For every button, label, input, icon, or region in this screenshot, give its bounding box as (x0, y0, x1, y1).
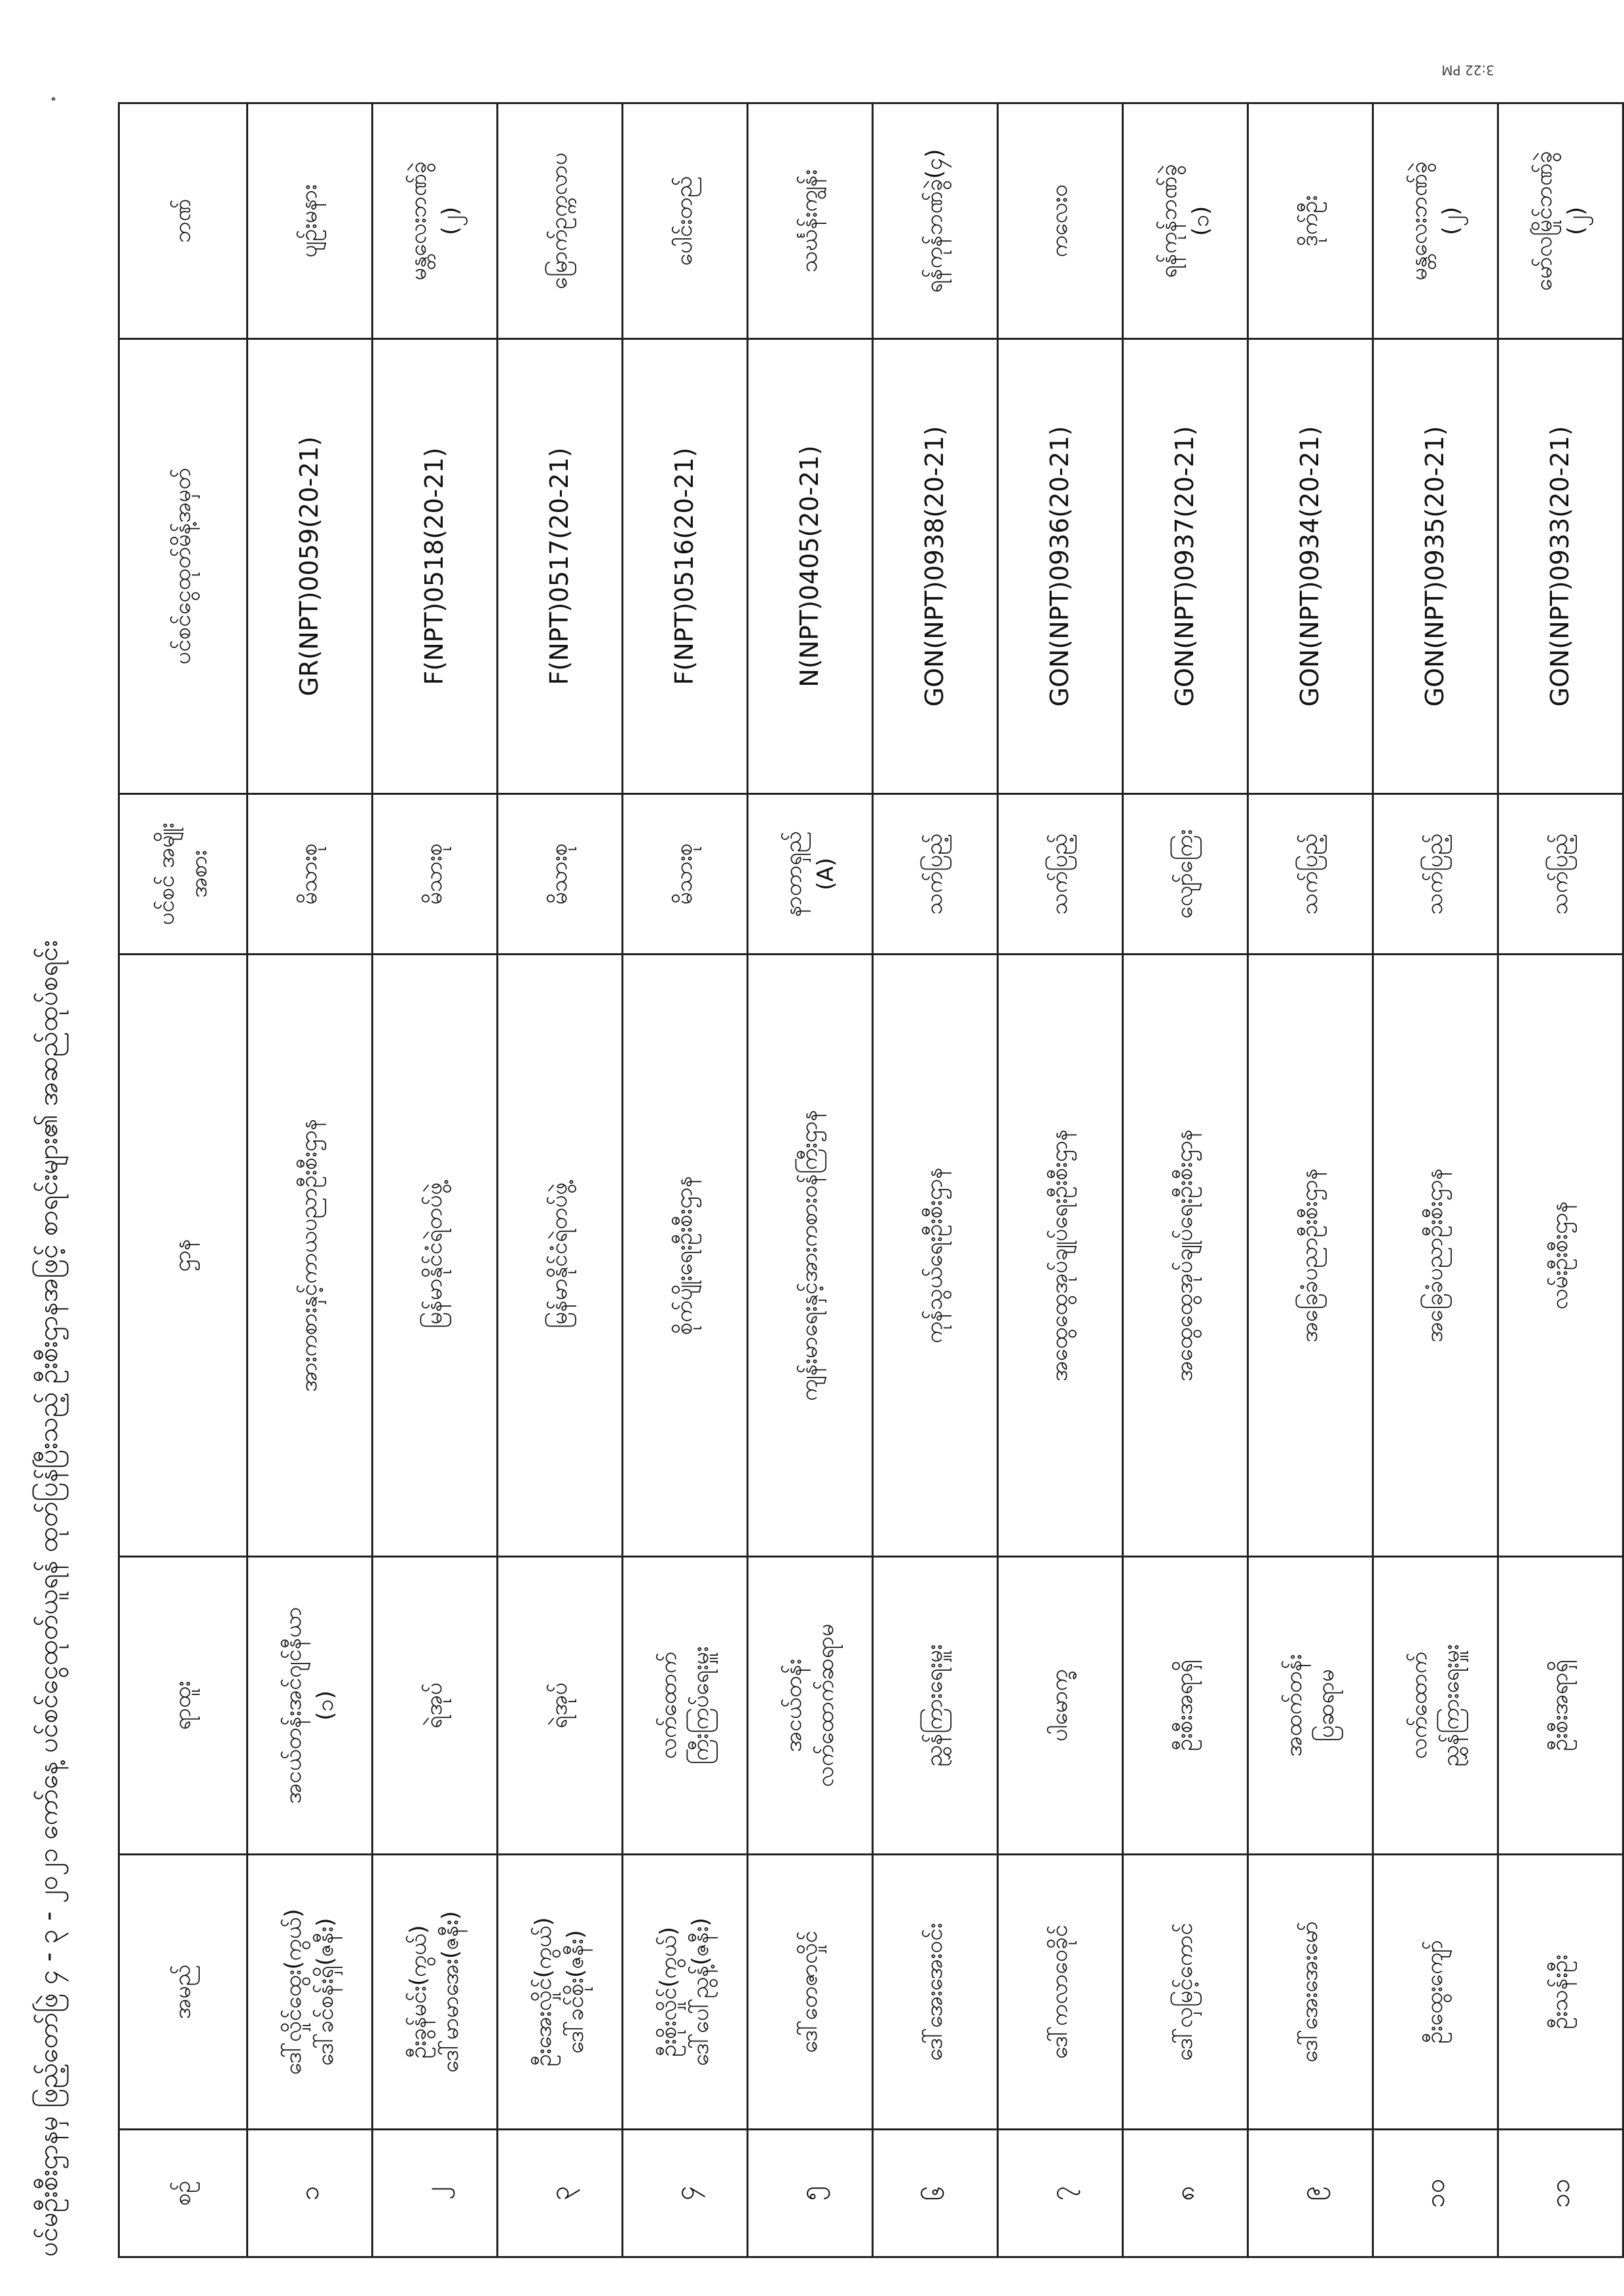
cell-name-line: ဦးထွေးကျော် (1422, 1940, 1449, 2044)
cell-bank-line: (၂) (1563, 206, 1589, 236)
cell-pension-type (748, 794, 873, 955)
header-order-number: ပင်စင်ငွေထုတ်မိန့်အမှတ် (119, 339, 248, 794)
cell-name-line: ဦးအေးလှိုင်(ကွယ်) (530, 1917, 557, 2067)
pension-table (118, 102, 1624, 2258)
cell-order-number: N(NPT)0405(20-21) (748, 339, 873, 794)
cell-no: ၄ (623, 2130, 748, 2257)
cell-bank-line: (၂) (437, 206, 464, 236)
cell-rank-line: ရဲအုပ် (546, 1682, 573, 1729)
table-row (998, 103, 1123, 2257)
cell-bank (1373, 103, 1498, 339)
cell-no: ၈ (1123, 2130, 1248, 2257)
cell-department (1498, 955, 1623, 1557)
header-no: စဉ် (119, 2130, 248, 2257)
cell-pension-type (623, 794, 748, 955)
cell-order-number: F(NPT)0518(20-21) (373, 339, 498, 794)
cell-pension-type (1123, 794, 1248, 955)
cell-department-line: အခြေခံပညာဦးစီးဌာန (1422, 1168, 1449, 1343)
cell-bank-line: မြောက်ဥက္ကလာပ (546, 153, 573, 289)
cell-no: ၃ (498, 2130, 623, 2257)
header-pension-type: ပင်စင် အမျိုးအစား (119, 794, 248, 955)
cell-name (498, 1855, 623, 2130)
cell-name-line: ဒေါ်လှိုင်ထွေး(ကွယ်) (280, 1908, 306, 2075)
table-header-row (119, 103, 248, 2257)
cell-pension-type-line: နာတာရှည် (780, 831, 807, 917)
cell-department (498, 955, 623, 1557)
cell-pension-type-line: သက်ပြည့် (1297, 833, 1323, 915)
cell-name (873, 1855, 998, 2130)
cell-rank (248, 1557, 373, 1855)
cell-rank-line: ညွှန်ကြားရေးမှူး (921, 1644, 948, 1767)
cell-pension-type (1248, 794, 1373, 955)
cell-no: ၂ (373, 2130, 498, 2257)
header-bank: ဘဏ် (119, 103, 248, 339)
cell-bank (1498, 103, 1623, 339)
cell-order-number: GON(NPT)0937(20-21) (1123, 339, 1248, 794)
cell-department (1123, 955, 1248, 1557)
table-row (498, 103, 623, 2257)
cell-department (998, 955, 1123, 1557)
cell-rank-line: ညွှန်ကြားရေးမှူး (1438, 1644, 1464, 1767)
cell-pension-type-line: မိသားစု (671, 843, 698, 905)
cell-pension-type-line: လျော်ကြေး (1172, 829, 1198, 919)
cell-pension-type (998, 794, 1123, 955)
cell-pension-type-line: သက်ပြည့် (1422, 833, 1449, 915)
cell-rank-line: လက်ထောက် (1405, 1652, 1432, 1759)
cell-no: ၁ (248, 2130, 373, 2257)
cell-department (873, 955, 998, 1557)
cell-no: ၁၁ (1498, 2130, 1623, 2257)
cell-rank-line: အငယ်တန်းအင်ဂျင်နီယာ (280, 1607, 306, 1804)
cell-bank (1248, 103, 1373, 339)
cell-order-number: GON(NPT)0933(20-21) (1498, 339, 1623, 794)
cell-pension-type-line: သက်ပြည့် (921, 833, 948, 915)
cell-name-line: ဒေါ်မာမာအေး(ဇနီး) (437, 1911, 464, 2073)
cell-department-line: အထွေထွေအုပ်ချုပ်ရေးဦးစီးဌာန (1172, 1129, 1198, 1382)
table-row (1123, 103, 1248, 2257)
table-row (748, 103, 873, 2257)
cell-name-line: ဦးသန်းဦး (1547, 1954, 1574, 2030)
cell-name-line: ဒေါ်ခင်စိုး(ဇနီး) (563, 1930, 589, 2054)
cell-pension-type (1498, 794, 1623, 955)
cell-bank-line: (၁) (1188, 206, 1214, 236)
cell-rank (1123, 1557, 1248, 1855)
cell-bank-line: မန္တလေးဘဏ်ခွဲ (405, 161, 432, 281)
cell-pension-type-line: သက်ပြည့် (1547, 833, 1574, 915)
cell-bank-line: (၂) (1438, 206, 1464, 236)
cell-department (748, 955, 873, 1557)
table-row (623, 103, 748, 2257)
header-name: အမည် (119, 1855, 248, 2130)
cell-pension-type-line: မိသားစု (421, 843, 448, 905)
cell-name-line: ဦးစိုးလှိုင်(ကွယ်) (655, 1927, 682, 2057)
cell-name (373, 1855, 498, 2130)
cell-name (1123, 1855, 1248, 2130)
cell-bank (248, 103, 373, 339)
cell-order-number: GON(NPT)0935(20-21) (1373, 339, 1498, 794)
cell-bank-line: ရန်ကုန်ဘဏ်ခွဲ (1155, 164, 1182, 278)
cell-no: ၅ (748, 2130, 873, 2257)
cell-department-line: အခြေခံပညာဦးစီးဌာန (1297, 1168, 1323, 1343)
cell-order-number: GON(NPT)0934(20-21) (1248, 339, 1373, 794)
cell-department-line: ကုန်သွယ်ရေးဦးစီးဌာန (921, 1167, 948, 1344)
cell-bank-line: ပေါင်းတည် (671, 175, 698, 266)
cell-no: ၁၀ (1373, 2130, 1498, 2257)
cell-order-number: GON(NPT)0938(20-21) (873, 339, 998, 794)
table-row (373, 103, 498, 2257)
cell-rank-line: လက်ထောက်ဆရာမ (813, 1624, 839, 1787)
cell-rank-line: ရဲအုပ် (421, 1682, 448, 1729)
cell-rank (373, 1557, 498, 1855)
cell-bank-line: မန္တလေးဘဏ်ခွဲ (1405, 161, 1432, 281)
cell-bank (373, 103, 498, 339)
cell-name-line: ဦးခွန်မင်း(ကွယ်) (405, 1925, 432, 2059)
cell-pension-type-line: မိသားစု (546, 843, 573, 905)
cell-department-line: အထွေထွေအုပ်ချုပ်ရေးဦးစီးဌာန (1046, 1129, 1073, 1382)
cell-rank-line: ဦးစီးအရာရှိ (1547, 1660, 1574, 1751)
cell-bank-line: ကလေးဝ (1046, 184, 1073, 258)
cell-department (1373, 955, 1498, 1557)
cell-department-line: မြန်မာနိုင်ငံရဲတပ်ဖွဲ့ (546, 1182, 573, 1328)
cell-bank (748, 103, 873, 339)
cell-no: ၉ (1248, 2130, 1373, 2257)
cell-bank-line: ရန်ကုန်ဘဏ်ခွဲ(၄) (921, 149, 948, 293)
cell-rank (1248, 1557, 1373, 1855)
cell-rank (748, 1557, 873, 1855)
cell-bank (998, 103, 1123, 339)
cell-department-line: စိုက်ပျိုးရေးဦးစီးဌာန (671, 1176, 698, 1335)
cell-department-line: လမ်းဦးစီးဌာန (1547, 1201, 1574, 1310)
cell-rank-line: အငယ်တန်း (780, 1658, 807, 1753)
cell-rank (1498, 1557, 1623, 1855)
cell-pension-type-line: မိသားစု (296, 843, 323, 905)
cell-name-line: ဒေါ်လှမြင့်ကောင် (1172, 1923, 1198, 2061)
cell-rank-line: ဦးစီးအရာရှိ (1172, 1660, 1198, 1751)
cell-name-line: ဒေါ်တေဇာလှိုင် (796, 1931, 823, 2053)
cell-department-line: မြန်မာနိုင်ငံရဲတပ်ဖွဲ့ (421, 1182, 448, 1328)
cell-rank (1373, 1557, 1498, 1855)
cell-pension-type-line: သက်ပြည့် (1046, 833, 1073, 915)
table-row (248, 103, 373, 2257)
cell-bank (498, 103, 623, 339)
cell-rank (873, 1557, 998, 1855)
cell-department-line: အားကစားနှင့်ကာယပညာဦးစီးဌာန (296, 1118, 323, 1393)
cell-bank-line: မော်လမြိုင်ဘဏ်ခွဲ (1530, 151, 1557, 291)
cell-bank-line: ဒိုက်ဦး (1297, 195, 1323, 247)
cell-bank-line: သင်္ဃန်းကျွန်း (796, 169, 823, 273)
cell-department (623, 955, 748, 1557)
cell-rank-line: ကြီးကြပ်ရေးမှူး (688, 1646, 714, 1765)
cell-department (1248, 955, 1373, 1557)
cell-rank (998, 1557, 1123, 1855)
cell-pension-type (373, 794, 498, 955)
header-rank: ရာထူး (119, 1557, 248, 1855)
cell-order-number: F(NPT)0516(20-21) (623, 339, 748, 794)
cell-name-line: ဒေါ်ခင်စန်းရှိ(ဇနီး) (312, 1918, 339, 2066)
header-department: ဌာန (119, 955, 248, 1557)
table-row (1248, 103, 1373, 2257)
cell-name-line: ဒေါ်ပေါ်ညွန့်(ဇနီး) (688, 1918, 714, 2066)
cell-bank (873, 103, 998, 339)
document-title: ပင်မဦးစီးဌာနမှ ဖြည့်တော်ဖြဲ ၄ - ၃ - ၂၀၂၁ ကော်နေ့ ပင်စင်ငွေထုတ်ယူရန် ထုတ်ပြန်ပြီးသည့် ဦးစီးဌာနအဖြင့် စာရင်းများ၏ အဆည်ထုပ်စရင်း (33, 940, 64, 2257)
cell-name (998, 1855, 1123, 2130)
cell-name (1498, 1855, 1623, 2130)
cell-pension-type (498, 794, 623, 955)
table-row (873, 103, 998, 2257)
cell-name (248, 1855, 373, 2130)
cell-name (623, 1855, 748, 2130)
cell-name (1373, 1855, 1498, 2130)
cell-rank-line: ပြဆရာမ (1313, 1669, 1339, 1742)
cell-name (748, 1855, 873, 2130)
cell-bank (1123, 103, 1248, 339)
cell-pension-type (873, 794, 998, 955)
cell-rank (498, 1557, 623, 1855)
cell-department-line: ကျန်းမာရေးနှင့်အားကစားဝန်ကြီးဌာန (796, 1110, 823, 1401)
cell-name-line: ဒေါ်အေးအေးဝင်း (921, 1923, 948, 2061)
cell-name-line: ဒေါ်ကလာဝေခိုင် (1046, 1925, 1073, 2059)
table-row (1498, 103, 1623, 2257)
cell-bank-line: ပျဉ်းမနား (296, 184, 323, 258)
cell-pension-type-line: (A) (813, 858, 839, 890)
cell-rank-line: အထက်တန်း (1280, 1654, 1307, 1757)
cell-rank-line: (၁) (312, 1690, 339, 1721)
cell-rank-line: ပါမောက္ခ (1046, 1669, 1073, 1742)
table-row (1373, 103, 1498, 2257)
cell-rank (623, 1557, 748, 1855)
cell-department (373, 955, 498, 1557)
scan-timestamp: 3:22 PM (1441, 62, 1494, 78)
cell-no: ၇ (998, 2130, 1123, 2257)
cell-rank-line: လက်ထောက် (655, 1652, 682, 1759)
cell-order-number: GR(NPT)0059(20-21) (248, 339, 373, 794)
cell-no: ၆ (873, 2130, 998, 2257)
cell-pension-type (248, 794, 373, 955)
cell-department (248, 955, 373, 1557)
cell-bank (623, 103, 748, 339)
cell-name-line: ဒေါ်အေးအေးမော် (1297, 1921, 1323, 2063)
cell-order-number: GON(NPT)0936(20-21) (998, 339, 1123, 794)
cell-name (1248, 1855, 1373, 2130)
page-dot: • (46, 95, 62, 103)
cell-order-number: F(NPT)0517(20-21) (498, 339, 623, 794)
table-body (248, 103, 1623, 2257)
cell-pension-type (1373, 794, 1498, 955)
